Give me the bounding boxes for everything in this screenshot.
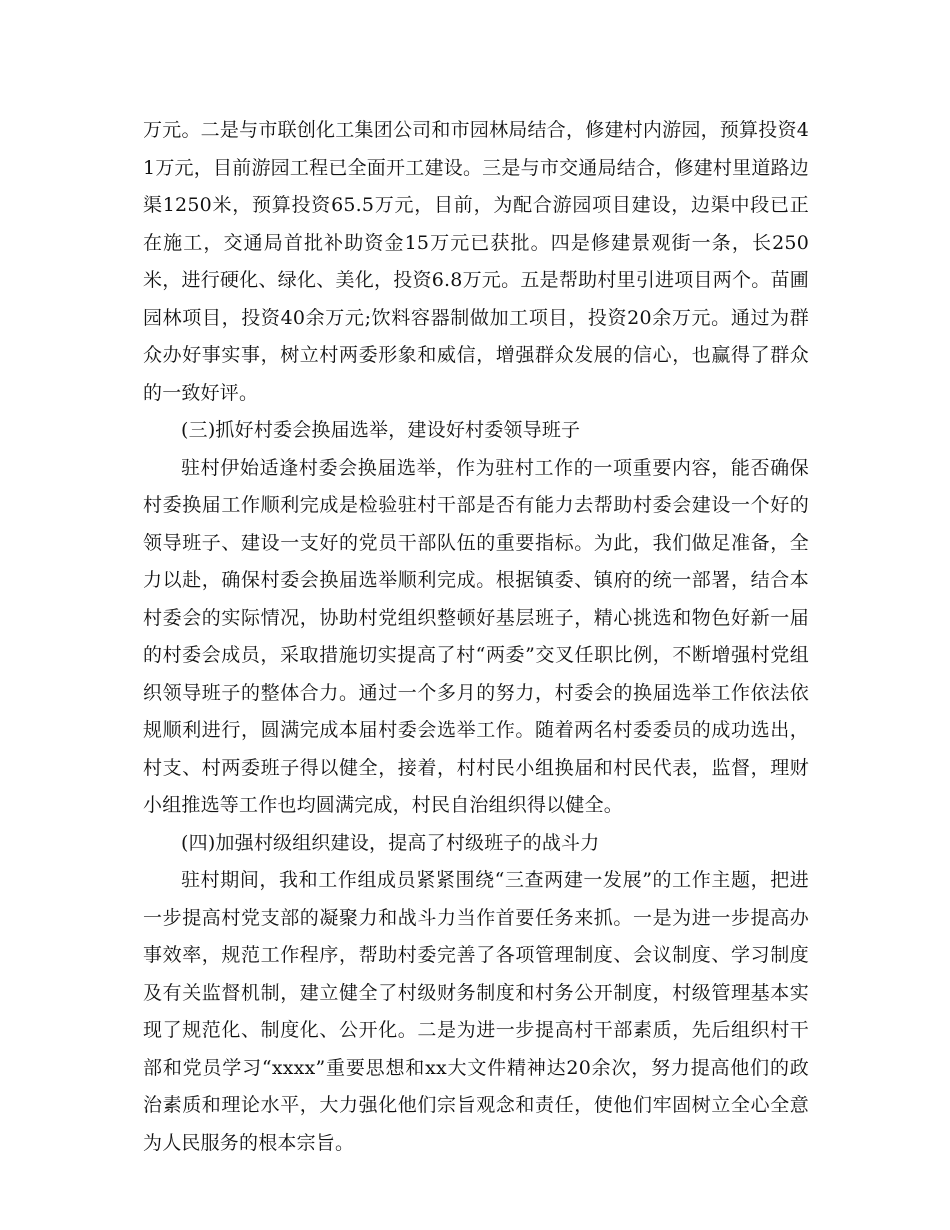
document-body: [143, 112, 809, 1162]
paragraph-continuation: 万元。二是与市联创化工集团公司和市园林局结合，修建村内游园，预算投资41万元，目前游园工程已全面开工建设。三是与市交通局结合，修建村里道路边渠1250米，预算投资65.5万元，目前，为配合游园项目建设，边渠中段已正在施工，交通局首批补助资金15万元已获批。四是修建景观街一条，长250米，进行硬化、绿化、美化，投资6.8万元。五是帮助村里引进项目两个。苗圃园林项目，投资40余万元;饮料容器制做加工项目，投资20余万元。通过为群众办好事实事，树立村两委形象和威信，增强群众发展的信心，也赢得了群众的一致好评。: [143, 119, 809, 404]
section-heading-4: (四)加强村级组织建设，提高了村级班子的战斗力: [181, 831, 600, 854]
paragraph-election: 驻村伊始适逢村委会换届选举，作为驻村工作的一项重要内容，能否确保村委换届工作顺利完成是检验驻村干部是否有能力去帮助村委会建设一个好的领导班子、建设一支好的党员干部队伍的重要指标。为此，我们做足准备，全力以赴，确保村委会换届选举顺利完成。根据镇委、镇府的统一部署，结合本村委会的实际情况，协助村党组织整顿好基层班子，精心挑选和物色好新一届的村委会成员，采取措施切实提高了村“两委”交叉任职比例，不断增强村党组织领导班子的整体合力。通过一个多月的努力，村委会的换届选举工作依法依规顺利进行，圆满完成本届村委会选举工作。随着两名村委委员的成功选出，村支、村两委班子得以健全，接着，村村民小组换届和村民代表，监督，理财小组推选等工作也均圆满完成，村民自治组织得以健全。: [143, 456, 809, 816]
section-heading-3: (三)抓好村委会换届选举，建设好村委领导班子: [181, 419, 581, 441]
paragraph-organization: 驻村期间，我和工作组成员紧紧围绕“三查两建一发展”的工作主题，把进一步提高村党支部的凝聚力和战斗力当作首要任务来抓。一是为进一步提高办事效率，规范工作程序，帮助村委完善了各项管理制度、会议制度、学习制度及有关监督机制，建立健全了村级财务制度和村务公开制度，村级管理基本实现了规范化、制度化、公开化。二是为进一步提高村干部素质，先后组织村干部和党员学习“xxxx”重要思想和xx大文件精神达20余次，努力提高他们的政治素质和理论水平，大力强化他们宗旨观念和责任，使他们牢固树立全心全意为人民服务的根本宗旨。: [143, 869, 809, 1154]
